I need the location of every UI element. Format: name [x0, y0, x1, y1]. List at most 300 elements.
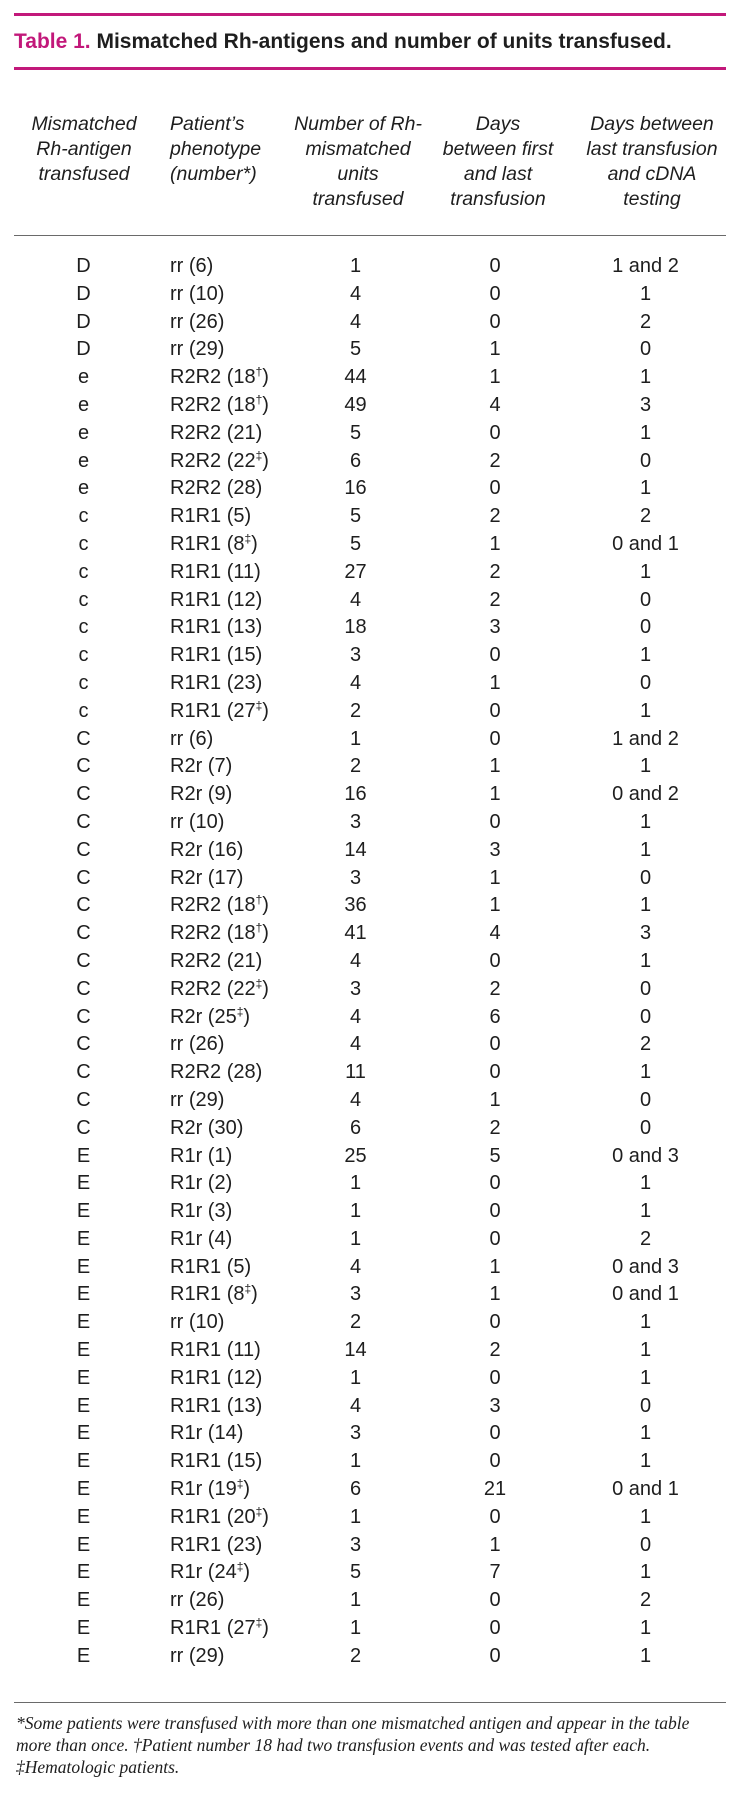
- header-days-last-cdna: Days between last transfusion and cDNA testing: [586, 113, 718, 210]
- cell-antigen: c: [78, 560, 89, 583]
- cell-units: 27: [344, 560, 367, 583]
- cell-days-first-last: 7: [489, 1561, 501, 1584]
- table-row: [14, 420, 726, 448]
- phenotype-text: R1R1 (13): [170, 1394, 263, 1417]
- cell-days-last-cdna: 0: [639, 671, 652, 694]
- cell-days-last-cdna: 0: [639, 1533, 652, 1556]
- cell-days-last-cdna: 1: [639, 560, 652, 583]
- cell-phenotype: [153, 1393, 283, 1421]
- cell-antigen: E: [76, 1366, 91, 1389]
- cell-units: 3: [349, 977, 362, 1000]
- cell-days-first-last: 0: [489, 1033, 501, 1056]
- cell-phenotype: [153, 1365, 283, 1393]
- phenotype-text: R2R2 (22: [170, 449, 256, 472]
- footnote-marker: ‡: [255, 1504, 263, 1519]
- cell-antigen: E: [76, 1283, 91, 1306]
- phenotype-text: R2R2 (18: [170, 922, 256, 945]
- cell-units: 44: [344, 366, 367, 389]
- table-row: [14, 809, 726, 837]
- cell-antigen: C: [76, 838, 91, 861]
- table-row: [14, 1226, 726, 1254]
- cell-units: 1: [349, 1227, 362, 1250]
- cell-phenotype: [153, 1170, 283, 1198]
- table-row: [14, 1143, 726, 1171]
- cell-days-first-last: 0: [489, 1200, 501, 1223]
- cell-units: 2: [349, 699, 362, 722]
- cell-days-last-cdna: 0: [639, 1394, 652, 1417]
- table-row: [14, 1004, 726, 1032]
- header-units: Number of Rh- mismatched units transfused: [294, 113, 422, 210]
- cell-antigen: E: [76, 1478, 91, 1501]
- phenotype-text: R1R1 (23): [170, 1533, 263, 1556]
- table-row: [14, 587, 726, 615]
- cell-units: 1: [349, 1200, 362, 1223]
- header-rule: [14, 235, 726, 236]
- phenotype-text: R1R1 (13): [170, 616, 263, 639]
- phenotype-text: R1R1 (15): [170, 644, 263, 667]
- table-row: [14, 1615, 726, 1643]
- table-row: [14, 976, 726, 1004]
- table-row: [14, 948, 726, 976]
- table-row: [14, 559, 726, 587]
- table-row: [14, 1476, 726, 1504]
- cell-antigen: E: [76, 1200, 91, 1223]
- cell-days-first-last: 0: [489, 255, 501, 277]
- cell-days-first-last: 1: [489, 1255, 501, 1278]
- cell-units: 4: [349, 1394, 362, 1417]
- cell-antigen: e: [77, 421, 90, 444]
- phenotype-text: R1r (14): [170, 1422, 244, 1445]
- cell-units: 16: [344, 477, 367, 500]
- cell-days-first-last: 0: [489, 1589, 501, 1612]
- cell-days-first-last: 3: [489, 838, 501, 861]
- cell-antigen: c: [78, 671, 89, 694]
- footnote-marker: †: [255, 392, 263, 407]
- cell-days-last-cdna: 1: [639, 421, 652, 444]
- table-row: [14, 837, 726, 865]
- cell-phenotype: [153, 531, 283, 559]
- cell-phenotype: [153, 1059, 283, 1087]
- phenotype-text: R2r (9): [170, 783, 233, 806]
- table-row: [14, 253, 726, 281]
- table-row: [14, 309, 726, 337]
- phenotype-text: R1R1 (8: [170, 1283, 245, 1306]
- footnote-marker: ‡: [255, 447, 263, 462]
- phenotype-close-paren: ): [251, 532, 258, 555]
- cell-days-last-cdna: 0: [639, 977, 652, 1000]
- cell-antigen: D: [76, 338, 91, 361]
- cell-antigen: E: [76, 1255, 91, 1278]
- cell-days-last-cdna: 0: [639, 616, 652, 639]
- cell-days-first-last: 0: [489, 1311, 501, 1334]
- table-row: [14, 1087, 726, 1115]
- cell-antigen: E: [76, 1422, 91, 1445]
- cell-units: 5: [349, 338, 362, 361]
- header-phenotype: Patient’s phenotype (number*): [170, 113, 262, 185]
- cell-units: 5: [349, 532, 362, 555]
- cell-antigen: C: [76, 810, 91, 833]
- table-title-label: Table 1.: [14, 30, 91, 53]
- cell-units: 1: [349, 727, 362, 750]
- cell-phenotype: [153, 1420, 283, 1448]
- cell-phenotype: [153, 837, 283, 865]
- header-days-first-last: Days between first and last transfusion: [442, 113, 554, 210]
- cell-antigen: C: [76, 977, 91, 1000]
- cell-days-last-cdna: 2: [639, 310, 652, 333]
- table-row: [14, 726, 726, 754]
- cell-units: 6: [349, 1478, 362, 1501]
- cell-units: 4: [349, 949, 362, 972]
- cell-units: 1: [349, 1450, 362, 1473]
- cell-phenotype: [153, 559, 283, 587]
- cell-days-first-last: 1: [489, 532, 501, 555]
- cell-units: 4: [349, 588, 362, 611]
- cell-units: 16: [344, 783, 367, 806]
- cell-units: 41: [344, 922, 367, 945]
- phenotype-text: R2R2 (28): [170, 477, 263, 500]
- phenotype-text: R2r (25: [170, 1005, 237, 1028]
- cell-phenotype: [153, 753, 283, 781]
- phenotype-text: R2R2 (18: [170, 366, 256, 389]
- cell-antigen: C: [76, 727, 91, 750]
- phenotype-text: R2R2 (28): [170, 1061, 263, 1084]
- cell-days-last-cdna: 1: [639, 1505, 652, 1528]
- cell-days-first-last: 3: [489, 1394, 501, 1417]
- cell-phenotype: [153, 1559, 283, 1587]
- cell-phenotype: [153, 892, 283, 920]
- cell-days-last-cdna: 0 and 1: [612, 1283, 679, 1306]
- cell-antigen: E: [76, 1227, 91, 1250]
- phenotype-close-paren: ): [262, 393, 269, 416]
- cell-units: 6: [349, 1116, 362, 1139]
- cell-phenotype: [153, 1254, 283, 1282]
- cell-phenotype: [153, 1004, 283, 1032]
- cell-phenotype: [153, 1476, 283, 1504]
- cell-antigen: E: [76, 1172, 91, 1195]
- cell-days-first-last: 0: [489, 1422, 501, 1445]
- cell-days-last-cdna: 1: [639, 755, 652, 778]
- cell-phenotype: [153, 670, 283, 698]
- cell-days-first-last: 1: [489, 755, 501, 778]
- cell-antigen: c: [78, 588, 89, 611]
- cell-days-last-cdna: 0 and 3: [612, 1144, 679, 1167]
- cell-antigen: C: [76, 866, 91, 889]
- cell-units: 14: [344, 838, 367, 861]
- cell-days-last-cdna: 0: [639, 449, 652, 472]
- cell-days-last-cdna: 1: [639, 1617, 652, 1640]
- cell-days-last-cdna: 1: [639, 1450, 652, 1473]
- phenotype-text: R1R1 (11): [170, 1339, 261, 1362]
- cell-days-last-cdna: 0: [639, 1116, 652, 1139]
- cell-units: 3: [349, 1283, 362, 1306]
- phenotype-close-paren: ): [262, 366, 269, 389]
- cell-units: 1: [349, 1505, 362, 1528]
- cell-units: 5: [349, 1561, 362, 1584]
- cell-days-first-last: 2: [489, 449, 501, 472]
- cell-antigen: C: [76, 755, 91, 778]
- phenotype-close-paren: ): [262, 894, 269, 917]
- phenotype-text: R2r (16): [170, 838, 244, 861]
- footnote-marker: †: [255, 892, 263, 907]
- cell-units: 3: [349, 866, 362, 889]
- table-body: [14, 253, 726, 1671]
- cell-phenotype: [153, 587, 283, 615]
- phenotype-text: R2R2 (18: [170, 894, 256, 917]
- table-row: [14, 1365, 726, 1393]
- cell-phenotype: [153, 475, 283, 503]
- cell-antigen: E: [76, 1533, 91, 1556]
- phenotype-text: rr (26): [170, 1033, 225, 1056]
- cell-days-first-last: 6: [489, 1005, 501, 1028]
- cell-antigen: C: [76, 1033, 91, 1056]
- table-row: [14, 698, 726, 726]
- cell-days-last-cdna: 3: [639, 922, 652, 945]
- cell-units: 3: [349, 1533, 362, 1556]
- cell-days-first-last: 0: [489, 810, 501, 833]
- cell-phenotype: [153, 920, 283, 948]
- cell-units: 5: [349, 505, 362, 528]
- cell-days-last-cdna: 1 and 2: [612, 727, 679, 750]
- cell-days-first-last: 0: [489, 699, 501, 722]
- cell-phenotype: [153, 1143, 283, 1171]
- cell-days-first-last: 0: [489, 421, 501, 444]
- cell-units: 36: [344, 894, 367, 917]
- phenotype-text: rr (10): [170, 282, 225, 305]
- footnote-marker: ‡: [244, 531, 252, 546]
- cell-days-last-cdna: 0: [639, 338, 652, 361]
- cell-days-last-cdna: 1: [639, 894, 652, 917]
- cell-antigen: C: [76, 1116, 91, 1139]
- phenotype-text: rr (26): [170, 310, 225, 333]
- footnote-marker: ‡: [244, 1281, 252, 1296]
- phenotype-close-paren: ): [243, 1561, 251, 1584]
- phenotype-close-paren: ): [262, 699, 269, 722]
- header-mismatched-antigen: Mismatched Rh-antigen transfused: [31, 113, 137, 185]
- phenotype-text: R2R2 (18: [170, 393, 256, 416]
- table-row: [14, 781, 726, 809]
- cell-antigen: e: [77, 477, 90, 500]
- cell-phenotype: [153, 948, 283, 976]
- cell-antigen: e: [77, 366, 90, 389]
- cell-days-first-last: 0: [489, 949, 501, 972]
- table-row: [14, 1198, 726, 1226]
- cell-days-last-cdna: 0 and 1: [612, 1478, 679, 1501]
- cell-antigen: C: [76, 1061, 91, 1084]
- cell-antigen: E: [76, 1644, 91, 1667]
- cell-phenotype: [153, 392, 283, 420]
- phenotype-text: R2r (7): [170, 755, 233, 778]
- cell-days-last-cdna: 1: [639, 838, 652, 861]
- cell-units: 1: [349, 1172, 362, 1195]
- phenotype-text: rr (29): [170, 1644, 225, 1667]
- cell-units: 2: [349, 1311, 362, 1334]
- cell-phenotype: [153, 281, 283, 309]
- cell-days-last-cdna: 1: [639, 1311, 652, 1334]
- table-row: [14, 1643, 726, 1671]
- cell-antigen: C: [76, 1005, 91, 1028]
- cell-days-last-cdna: 1: [639, 1644, 652, 1667]
- cell-phenotype: [153, 364, 283, 392]
- cell-days-first-last: 0: [489, 644, 501, 667]
- cell-days-first-last: 1: [489, 866, 501, 889]
- phenotype-text: R1R1 (20: [170, 1505, 256, 1528]
- cell-antigen: E: [76, 1394, 91, 1417]
- cell-days-first-last: 2: [489, 1339, 501, 1362]
- cell-units: 3: [349, 644, 362, 667]
- phenotype-text: R1R1 (8: [170, 532, 245, 555]
- cell-phenotype: [153, 1226, 283, 1254]
- cell-antigen: c: [78, 505, 89, 528]
- phenotype-text: R1R1 (5): [170, 1255, 252, 1278]
- cell-antigen: c: [78, 616, 89, 639]
- table-title-text: Mismatched Rh-antigens and number of units transfused.: [96, 30, 672, 53]
- cell-days-last-cdna: 1: [639, 1172, 652, 1195]
- cell-units: 6: [349, 449, 362, 472]
- phenotype-close-paren: ): [251, 1283, 258, 1306]
- cell-days-last-cdna: 0: [639, 1005, 652, 1028]
- cell-days-last-cdna: 1: [639, 1061, 652, 1084]
- table-row: [14, 531, 726, 559]
- cell-days-last-cdna: 0 and 2: [612, 783, 679, 806]
- cell-antigen: c: [78, 699, 89, 722]
- phenotype-text: R1r (4): [170, 1227, 233, 1250]
- cell-days-last-cdna: 2: [639, 1589, 652, 1612]
- phenotype-text: R2R2 (21): [170, 949, 263, 972]
- cell-days-first-last: 0: [489, 1450, 501, 1473]
- phenotype-close-paren: ): [243, 1478, 251, 1501]
- cell-days-last-cdna: 1: [639, 1561, 652, 1584]
- cell-days-last-cdna: 1: [639, 1366, 652, 1389]
- cell-days-first-last: 0: [489, 1644, 501, 1667]
- cell-days-first-last: 2: [489, 560, 501, 583]
- cell-phenotype: [153, 698, 283, 726]
- cell-days-first-last: 3: [489, 616, 501, 639]
- cell-units: 4: [349, 310, 362, 333]
- table-row: [14, 1309, 726, 1337]
- cell-units: 1: [349, 255, 362, 277]
- cell-days-last-cdna: 3: [639, 393, 652, 416]
- phenotype-close-paren: ): [262, 977, 269, 1000]
- cell-antigen: C: [76, 894, 91, 917]
- cell-units: 49: [344, 393, 367, 416]
- cell-phenotype: [153, 726, 283, 754]
- phenotype-text: R1r (24: [170, 1561, 237, 1584]
- cell-units: 18: [344, 616, 367, 639]
- phenotype-close-paren: ): [243, 1005, 251, 1028]
- phenotype-text: R2R2 (22: [170, 977, 256, 1000]
- cell-antigen: E: [76, 1144, 91, 1167]
- title-bottom-rule: [14, 67, 726, 70]
- footnote-marker: ‡: [255, 1615, 263, 1630]
- phenotype-text: R1r (19: [170, 1478, 237, 1501]
- table-row: [14, 865, 726, 893]
- phenotype-close-paren: ): [262, 1617, 269, 1640]
- cell-days-first-last: 1: [489, 1533, 501, 1556]
- cell-units: 3: [349, 1422, 362, 1445]
- cell-phenotype: [153, 1281, 283, 1309]
- cell-units: 4: [349, 282, 362, 305]
- cell-days-last-cdna: 2: [639, 1227, 652, 1250]
- cell-days-last-cdna: 0 and 1: [612, 532, 679, 555]
- cell-antigen: C: [76, 922, 91, 945]
- footnote-marker: †: [255, 920, 263, 935]
- cell-antigen: C: [76, 783, 91, 806]
- cell-days-first-last: 0: [489, 1505, 501, 1528]
- table-footnote: *Some patients were transfused with more than one mismatched antigen and appear in the table more than once. †Patient number 18 had two transfusion events and was tested after each. ‡Hematologic patients.: [16, 1713, 690, 1777]
- cell-days-last-cdna: 1: [639, 282, 652, 305]
- table-row: [14, 1115, 726, 1143]
- cell-days-first-last: 5: [489, 1144, 501, 1167]
- cell-days-first-last: 0: [489, 477, 501, 500]
- cell-days-first-last: 1: [489, 366, 501, 389]
- cell-phenotype: [153, 420, 283, 448]
- cell-phenotype: [153, 1532, 283, 1560]
- table-row: [14, 1532, 726, 1560]
- cell-antigen: E: [76, 1589, 91, 1612]
- table-row: [14, 336, 726, 364]
- table-row: [14, 1031, 726, 1059]
- table-row: [14, 1393, 726, 1421]
- phenotype-close-paren: ): [262, 449, 269, 472]
- table-row: [14, 1170, 726, 1198]
- table-top-rule: [14, 13, 726, 16]
- cell-days-first-last: 2: [489, 1116, 501, 1139]
- phenotype-text: rr (29): [170, 1088, 225, 1111]
- cell-days-last-cdna: 1: [639, 810, 652, 833]
- cell-days-first-last: 2: [489, 588, 501, 611]
- cell-phenotype: [153, 642, 283, 670]
- cell-days-first-last: 1: [489, 1088, 501, 1111]
- table-row: [14, 1281, 726, 1309]
- cell-phenotype: [153, 1504, 283, 1532]
- table-row: [14, 448, 726, 476]
- cell-days-first-last: 4: [489, 393, 501, 416]
- phenotype-text: R1R1 (15): [170, 1450, 263, 1473]
- table-row: [14, 475, 726, 503]
- footnote-marker: ‡: [255, 976, 263, 991]
- phenotype-text: R2R2 (21): [170, 421, 263, 444]
- phenotype-text: R1r (2): [170, 1172, 233, 1195]
- cell-phenotype: [153, 1031, 283, 1059]
- phenotype-text: rr (29): [170, 338, 225, 361]
- table-row: [14, 503, 726, 531]
- cell-phenotype: [153, 253, 283, 281]
- phenotype-text: rr (6): [170, 727, 214, 750]
- cell-days-last-cdna: 1: [639, 644, 652, 667]
- cell-phenotype: [153, 1198, 283, 1226]
- phenotype-text: R1R1 (12): [170, 1366, 263, 1389]
- table-row: [14, 753, 726, 781]
- cell-units: 2: [349, 1644, 362, 1667]
- cell-phenotype: [153, 976, 283, 1004]
- phenotype-text: rr (6): [170, 255, 214, 277]
- cell-phenotype: [153, 503, 283, 531]
- table-bottom-rule: [14, 1702, 726, 1703]
- phenotype-text: R2r (30): [170, 1116, 244, 1139]
- phenotype-text: R2r (17): [170, 866, 244, 889]
- phenotype-text: R1r (1): [170, 1144, 233, 1167]
- cell-days-first-last: 0: [489, 1227, 501, 1250]
- cell-antigen: e: [77, 449, 90, 472]
- cell-days-first-last: 2: [489, 977, 501, 1000]
- phenotype-text: R1R1 (27: [170, 1617, 256, 1640]
- cell-days-first-last: 1: [489, 894, 501, 917]
- cell-antigen: c: [78, 532, 89, 555]
- cell-antigen: D: [76, 255, 91, 277]
- cell-units: 1: [349, 1617, 362, 1640]
- cell-days-first-last: 1: [489, 338, 501, 361]
- cell-antigen: e: [77, 393, 90, 416]
